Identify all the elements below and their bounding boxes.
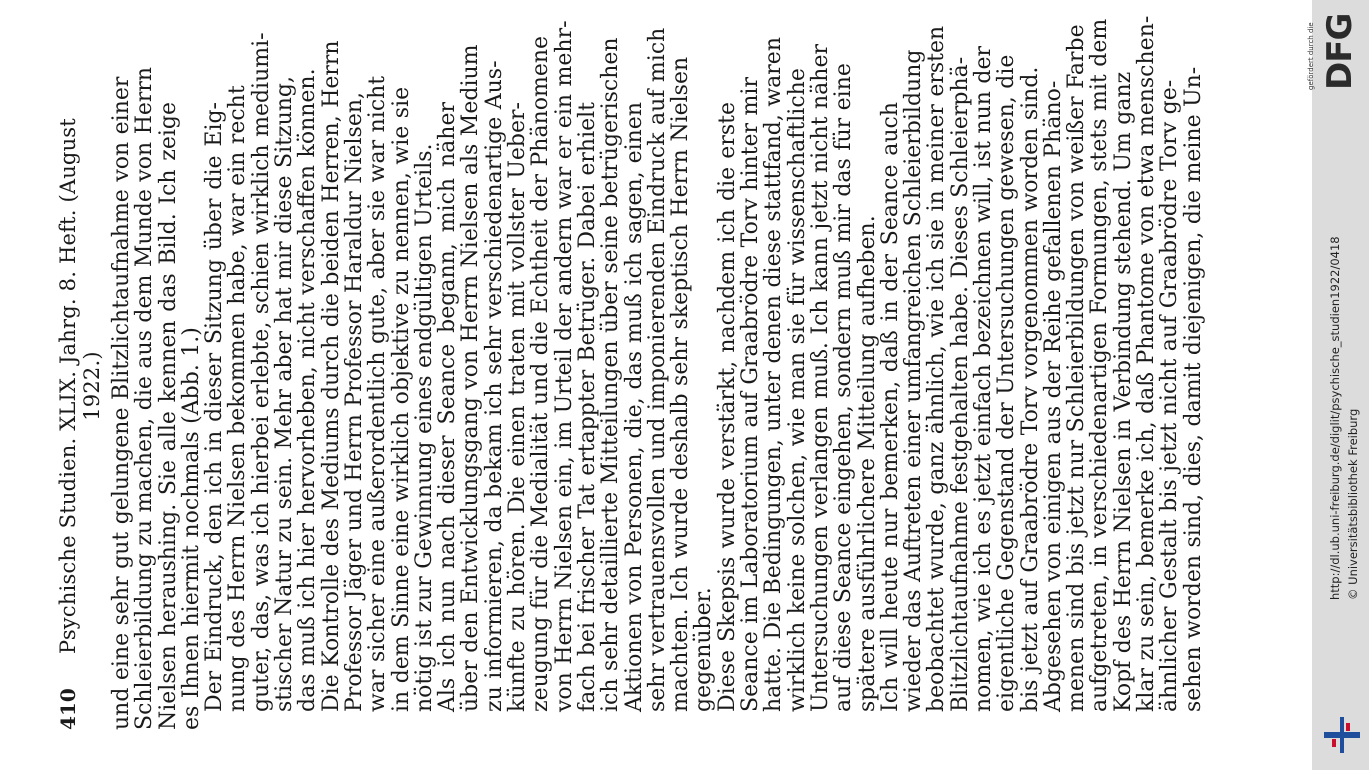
text-line: menen sind bis jetzt nur Schleierbildungen von weißer Farbe <box>1064 24 1090 712</box>
body-text <box>109 15 1206 730</box>
copyright-text: © Universitätsbibliothek Freiburg <box>1346 408 1360 600</box>
dfg-tagline: gefördert durch die <box>1307 22 1315 90</box>
text-line: Professor Jäger und Herrn Professor Haraldur Nielsen, <box>341 91 367 712</box>
text-line: war sicher eine außerordentlich gute, aber sie war nicht <box>365 75 391 712</box>
text-line: Diese Skepsis wurde verstärkt, nachdem ich die erste <box>714 102 740 712</box>
text-line: Schleierbildung zu machen, die aus dem Munde von Herrn <box>132 66 158 730</box>
page-number: 410 <box>56 688 80 730</box>
text-line: in dem Sinne eine wirklich objektive zu nennen, wie sie <box>388 86 414 712</box>
paragraph <box>714 37 880 730</box>
sidebar-info <box>1322 236 1366 600</box>
dfg-logo-text: DFG <box>1320 13 1360 90</box>
text-line: nomen, wie ich es jetzt einfach bezeichnen will, ist nun der <box>970 45 996 712</box>
text-line: Als ich nun nach dieser Seance begann, mich näher <box>435 102 461 712</box>
text-line: wieder das Auftreten einer umfangreichen Schleierbildung <box>901 49 927 712</box>
text-line: wirklich keine solchen, wie man sie für wissenschaftliche <box>784 68 810 712</box>
text-line: guter, das, was ich hierbei erlebte, schien wirklich mediumi- <box>248 32 274 712</box>
running-head-title: Psychische Studien. XLIX. Jahrg. 8. Heft. (August 1922.) <box>56 118 104 654</box>
text-line: Aktionen von Personen, die, das muß ich sagen, einen <box>621 102 647 712</box>
text-line: Kopf des Herrn Nielsen in Verbindung stehend. Um ganz <box>1110 71 1136 712</box>
text-line: nötig ist zur Gewinnung eines endgültigen Urteils. <box>411 143 437 712</box>
text-line: zeugung für die Medialität und die Echtheit der Phänomene <box>528 35 554 712</box>
text-line: es Ihnen hiermit nochmals (Abb. 1.) <box>178 327 204 730</box>
text-line: ähnlicher Gestalt bis jetzt nicht auf Graabrödre Torv ge- <box>1157 79 1183 712</box>
text-line: stischer Natur zu sein. Mehr aber hat mir diese Sitzung, <box>272 76 298 712</box>
paragraph <box>435 20 717 730</box>
text-line: fach bei frischer Tat ertappter Betrüger. Dabei erhielt <box>574 102 600 712</box>
text-line: künfte zu hören. Die einen traten mit vollster Ueber- <box>505 102 531 712</box>
paragraph <box>202 32 437 730</box>
paragraph <box>109 66 204 730</box>
text-line: ich sehr detaillierte Mitteilungen über seine betrügerischen <box>598 37 624 712</box>
text-line: Untersuchungen verlangen muß. Ich kann jetzt nicht näher <box>807 44 833 712</box>
text-line: Blitzlichtaufnahme festgehalten habe. Dieses Schleierphä- <box>947 56 973 712</box>
text-line: eigentliche Gegenstand der Untersuchungen gewesen, die <box>994 54 1020 712</box>
text-line: das muß ich hier hervorheben, nicht verschaffen können. <box>295 68 321 712</box>
text-line: aufgetreten, in verschiedenartigen Formungen, stets mit dem <box>1087 18 1113 712</box>
text-line: Die Kontrolle des Mediums durch die beiden Herren, Herrn <box>318 40 344 712</box>
dfg-logo <box>1307 10 1362 90</box>
running-head <box>56 102 104 730</box>
text-line: zu informieren, da bekam ich sehr verschiedenartige Aus- <box>481 60 507 712</box>
text-line: über den Entwicklungsgang von Herrn Nielsen als Medium <box>458 44 484 712</box>
text-line: Ich will heute nur bemerken, daß in der Seance auch <box>877 102 903 712</box>
text-line: bis jetzt auf Graabrödre Torv vorgenommen worden sind. <box>1017 66 1043 712</box>
text-line: nung des Herrn Nielsen bekommen habe, war ein recht <box>225 85 251 712</box>
text-line: beobachtet wurde, ganz ähnlich, wie ich sie in meiner ersten <box>924 25 950 712</box>
text-line: klar zu sein, bemerke ich, daß Phantome von etwa menschen- <box>1134 15 1160 712</box>
text-line: Seance im Laboratorium auf Graabrödre Torv hinter mir <box>738 77 764 712</box>
text-line: und eine sehr gut gelungene Blitzlichtaufnahme von einer <box>109 76 134 730</box>
text-line: auf diese Seance eingehen, sondern muß mir das für eine <box>831 63 857 712</box>
text-line: Der Eindruck, den ich in dieser Sitzung über die Eig- <box>202 102 228 712</box>
text-line: hatte. Die Bedingungen, unter denen diese stattfand, waren <box>761 37 787 712</box>
text-line: sehen worden sind, dies, damit diejenigen, die meine Un- <box>1180 66 1206 712</box>
paragraph <box>877 15 1206 730</box>
text-line: von Herrn Nielsen ein, im Urteil der andern war er ein mehr- <box>551 20 577 712</box>
text-line: spätere ausführlichere Mitteilung aufheben. <box>854 215 880 712</box>
source-url-link[interactable]: http://dl.ub.uni-freiburg.de/diglit/psychische_studien1922/0418 <box>1328 236 1342 600</box>
text-line: gegenüber. <box>691 587 717 712</box>
text-line: Abgesehen von einigen aus der Reihe gefallenen Phäno- <box>1040 80 1066 712</box>
page-content <box>56 15 1206 730</box>
university-library-logo-icon <box>1322 715 1362 755</box>
text-line: machten. Ich wurde deshalb sehr skeptisch Herrn Nielsen <box>668 56 694 712</box>
text-line: sehr vertrauensvollen und imponierenden Eindruck auf mich <box>644 27 670 712</box>
text-line: Nielsen heraushing. Sie alle kennen das Bild. Ich zeige <box>155 102 181 730</box>
